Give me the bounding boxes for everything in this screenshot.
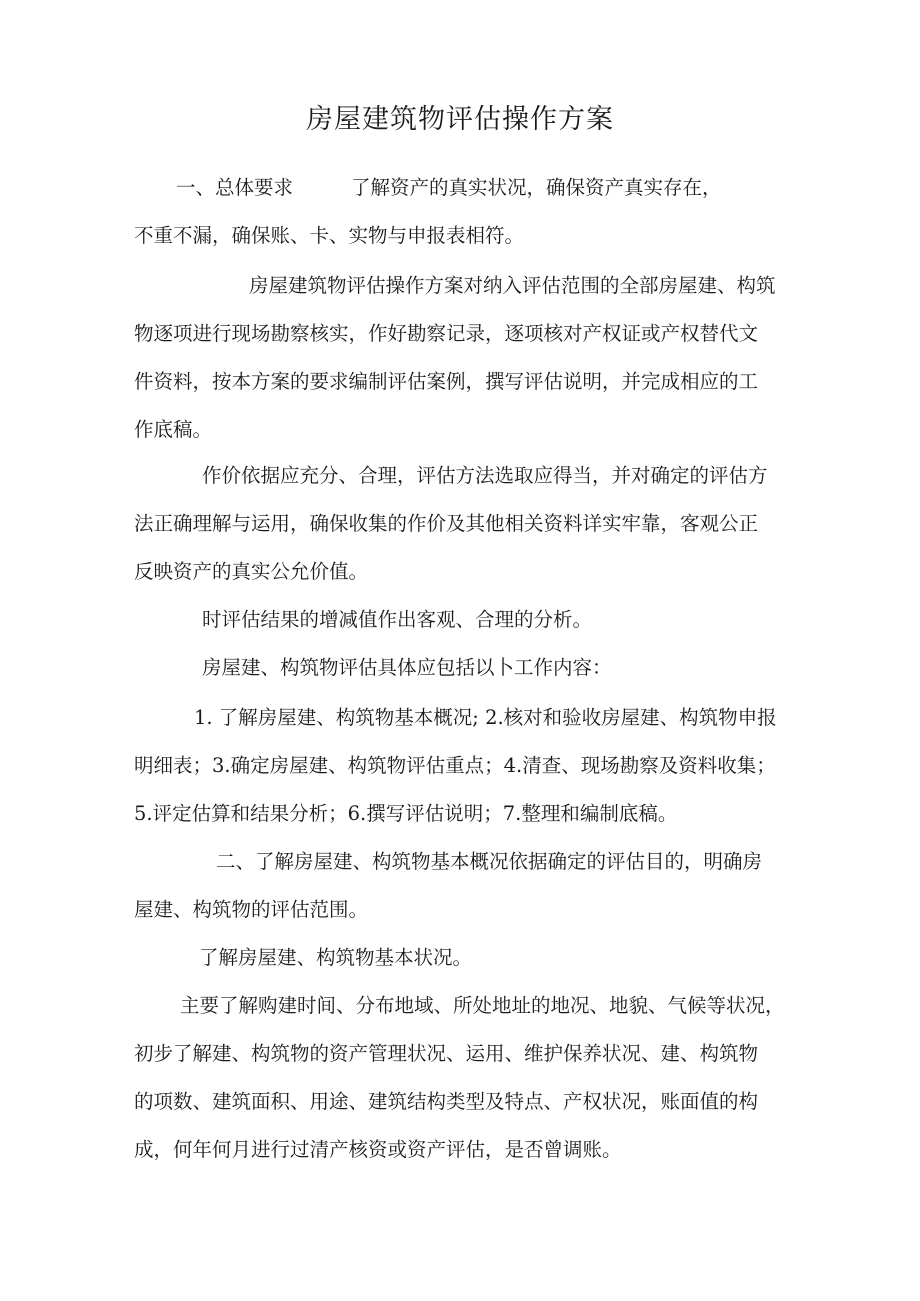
paragraph-pricing-basis — [134, 452, 794, 596]
paragraph-section-two — [134, 838, 794, 934]
document-title: 房屋建筑物评估操作方案 — [306, 104, 614, 135]
paragraph-line: 了解房屋建、构筑物基本状况。 — [199, 946, 473, 969]
paragraph-line — [134, 164, 794, 212]
paragraph-line: 不重不漏，确保账、卡、实物与申报表相符。 — [134, 224, 525, 247]
paragraph-line: 物逐项进行现场勘察核实，作好勘察记录，逐项核对产权证或产权替代文 — [134, 322, 759, 345]
paragraph-line: 初步了解建、构筑物的资产管理状况、运用、维护保养状况、建、构筑物 — [134, 1042, 759, 1065]
paragraph-main-understanding — [134, 982, 794, 1174]
paragraph-line: 时评估结果的增减值作出客观、合理的分析。 — [202, 608, 593, 631]
paragraph-analysis — [134, 596, 794, 644]
paragraph-general-requirements — [134, 164, 794, 260]
paragraph-line: 作底稿。 — [134, 418, 213, 441]
paragraph-line: 房屋建、构筑物评估具体应包括以卜工作内容： — [202, 656, 612, 679]
paragraph-scope — [134, 262, 794, 454]
paragraph-line: 件资料，按本方案的要求编制评估案例，撰写评估说明，并完成相应的工 — [134, 370, 759, 393]
paragraph-line: 明细表；3.确定房屋建、构筑物评估重点；4.清查、现场勘察及资料收集； — [134, 754, 776, 777]
paragraph-text: 了解资产的真实状况，确保资产真实存在， — [351, 176, 722, 199]
paragraph-line: 房屋建筑物评估操作方案对纳入评估范围的全部房屋建、构筑 — [249, 274, 776, 297]
paragraph-basic-status — [134, 934, 794, 982]
paragraph-line: 作价依据应充分、合理，评估方法选取应得当，并对确定的评估方 — [202, 464, 768, 487]
paragraph-line: 主要了解购建时间、分布地域、所处地址的地况、地貌、气候等状况， — [180, 994, 785, 1017]
paragraph-line: 1. 了解房屋建、构筑物基本概况; 2.核对和验收房屋建、构筑物申报 — [194, 706, 777, 729]
paragraph-line: 反映资产的真实公允价值。 — [134, 560, 369, 583]
paragraph-line: 二、了解房屋建、构筑物基本概况依据确定的评估目的，明确房 — [216, 850, 763, 873]
paragraph-line: 的项数、建筑面积、用途、建筑结构类型及特点、产权状况，账面值的构 — [134, 1090, 759, 1113]
section-heading: 一、总体要求 — [176, 176, 294, 199]
paragraph-line: 法正确理解与运用，确保收集的作价及其他相关资料详实牢靠，客观公正 — [134, 512, 759, 535]
paragraph-work-intro — [134, 644, 794, 692]
paragraph-line: 成，何年何月进行过清产核资或资产评估，是否曾调账。 — [134, 1138, 622, 1161]
paragraph-line: 5.评定估算和结果分析；6.撰写评估说明；7.整理和编制底稿。 — [134, 802, 678, 825]
paragraph-line: 屋建、构筑物的评估范围。 — [134, 898, 369, 921]
paragraph-work-steps — [134, 694, 794, 838]
